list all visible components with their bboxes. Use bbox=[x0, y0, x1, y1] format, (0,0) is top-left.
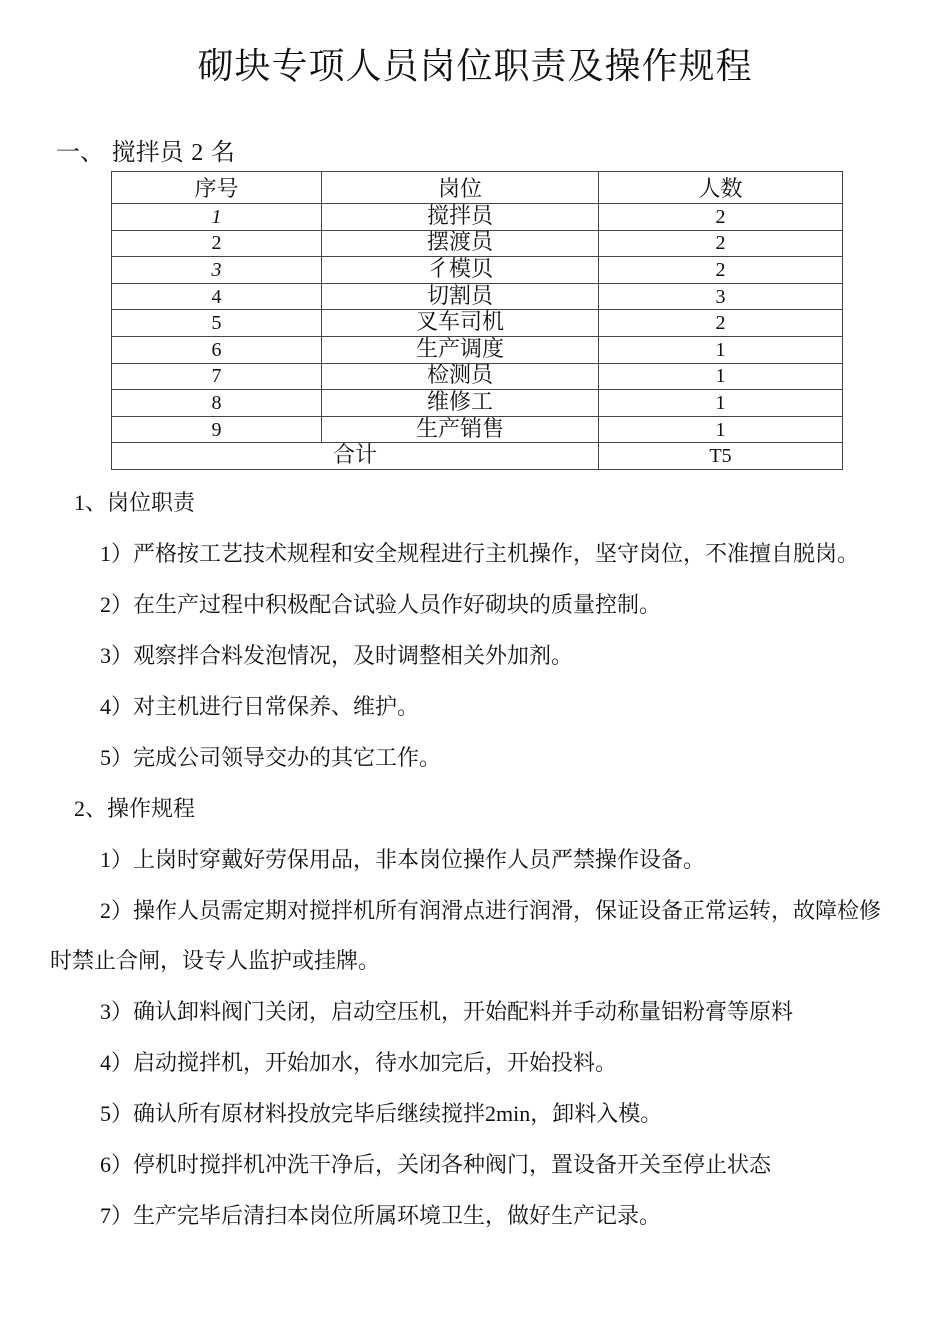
section-heading bbox=[56, 132, 235, 167]
procedures-heading bbox=[50, 784, 900, 835]
row-count: 2 bbox=[599, 204, 843, 231]
row-index: 7 bbox=[112, 363, 322, 390]
row-post: 彳模贝 bbox=[322, 257, 599, 284]
procedure-item-number: 4 bbox=[100, 1050, 111, 1075]
procedure-item-number: 2 bbox=[100, 898, 111, 923]
staff-table bbox=[111, 171, 843, 470]
duty-item bbox=[50, 733, 900, 784]
table-row bbox=[112, 416, 843, 443]
row-count: 2 bbox=[599, 310, 843, 337]
procedure-item-number: 7 bbox=[100, 1203, 111, 1228]
procedure-item bbox=[50, 835, 900, 886]
table-row bbox=[112, 257, 843, 284]
duties-heading-text: 、岗位职责 bbox=[85, 491, 196, 516]
body-text bbox=[50, 478, 900, 1242]
duty-item bbox=[50, 580, 900, 631]
row-count: 1 bbox=[599, 416, 843, 443]
procedure-item bbox=[50, 1038, 900, 1089]
row-index: 9 bbox=[112, 416, 322, 443]
header-index: 序号 bbox=[112, 172, 322, 204]
procedure-item bbox=[50, 886, 900, 987]
table-row bbox=[112, 230, 843, 257]
header-count: 人数 bbox=[599, 172, 843, 204]
total-value: T5 bbox=[599, 443, 843, 470]
row-index: 8 bbox=[112, 390, 322, 417]
table-row bbox=[112, 204, 843, 231]
procedure-item bbox=[50, 1191, 900, 1242]
row-index: 5 bbox=[112, 310, 322, 337]
row-count: 3 bbox=[599, 283, 843, 310]
procedure-item-text-end: ，卸料入模。 bbox=[530, 1102, 663, 1127]
row-index: 3 bbox=[112, 257, 322, 284]
duty-item-text: ）完成公司领导交办的其它工作。 bbox=[111, 746, 442, 771]
table-row bbox=[112, 283, 843, 310]
procedure-item-text: ）生产完毕后清扫本岗位所属环境卫生，做好生产记录。 bbox=[111, 1204, 662, 1229]
procedures-heading-text: 、操作规程 bbox=[85, 797, 196, 822]
row-post: 生产调度 bbox=[322, 336, 599, 363]
section-heading-unit: 名 bbox=[210, 138, 235, 166]
table-header-row bbox=[112, 172, 843, 204]
row-post: 切割员 bbox=[322, 283, 599, 310]
total-label: 合计 bbox=[112, 443, 599, 470]
section-heading-text: 搅拌员 bbox=[111, 138, 184, 166]
section-heading-count: 2 bbox=[191, 140, 204, 166]
procedure-item-number: 5 bbox=[100, 1101, 111, 1126]
procedure-item-text: ）停机时搅拌机冲洗干净后，关闭各种阀门，置设备开关至停止状态 bbox=[111, 1153, 772, 1178]
row-index: 1 bbox=[112, 204, 322, 231]
table-row bbox=[112, 363, 843, 390]
table-row bbox=[112, 310, 843, 337]
row-index: 4 bbox=[112, 283, 322, 310]
duty-item-number: 4 bbox=[100, 694, 111, 719]
header-post: 岗位 bbox=[322, 172, 599, 204]
row-post: 维修工 bbox=[322, 390, 599, 417]
duty-item-text: ）在生产过程中积极配合试验人员作好砌块的质量控制。 bbox=[111, 593, 662, 618]
procedure-item bbox=[50, 1140, 900, 1191]
row-index: 6 bbox=[112, 336, 322, 363]
procedure-item-number: 6 bbox=[100, 1152, 111, 1177]
row-post: 摆渡员 bbox=[322, 230, 599, 257]
procedure-item-number: 3 bbox=[100, 999, 111, 1024]
procedures-heading-number: 2 bbox=[74, 796, 85, 821]
duty-item-number: 2 bbox=[100, 592, 111, 617]
row-post: 检测员 bbox=[322, 363, 599, 390]
duty-item-text: ）严格按工艺技术规程和安全规程进行主机操作，坚守岗位，不准擅自脱岗。 bbox=[111, 542, 860, 567]
procedure-item-text: ）操作人员需定期对搅拌机所有润滑点进行润滑，保证设备正常运转，故障检修时禁止合闸，设专人监护或挂牌。 bbox=[50, 899, 882, 974]
procedure-item bbox=[50, 987, 900, 1038]
procedure-item bbox=[50, 1089, 900, 1140]
procedure-item-duration: 2min bbox=[485, 1101, 531, 1126]
row-post: 叉车司机 bbox=[322, 310, 599, 337]
procedure-item-number: 1 bbox=[100, 847, 111, 872]
duty-item bbox=[50, 631, 900, 682]
row-count: 1 bbox=[599, 336, 843, 363]
procedure-item-text: ）确认卸料阀门关闭，启动空压机，开始配料并手动称量铝粉膏等原料 bbox=[111, 1000, 794, 1025]
duty-item-number: 1 bbox=[100, 541, 111, 566]
row-count: 2 bbox=[599, 230, 843, 257]
row-post: 搅拌员 bbox=[322, 204, 599, 231]
procedure-item-text: ）上岗时穿戴好劳保用品，非本岗位操作人员严禁操作设备。 bbox=[111, 848, 706, 873]
duty-item bbox=[50, 682, 900, 733]
row-count: 1 bbox=[599, 390, 843, 417]
procedure-item-text: ）确认所有原材料投放完毕后继续搅拌 bbox=[111, 1102, 486, 1127]
row-post: 生产销售 bbox=[322, 416, 599, 443]
row-count: 2 bbox=[599, 257, 843, 284]
table-total-row bbox=[112, 443, 843, 470]
section-number: 一、 bbox=[56, 138, 104, 166]
duty-item-number: 5 bbox=[100, 745, 111, 770]
row-index: 2 bbox=[112, 230, 322, 257]
table-row bbox=[112, 390, 843, 417]
duties-heading bbox=[50, 478, 900, 529]
duty-item-number: 3 bbox=[100, 643, 111, 668]
duty-item-text: ）观察拌合料发泡情况，及时调整相关外加剂。 bbox=[111, 644, 574, 669]
page-title: 砌块专项人员岗位职责及操作规程 bbox=[197, 46, 753, 87]
duty-item-text: ）对主机进行日常保养、维护。 bbox=[111, 695, 420, 720]
procedure-item-text: ）启动搅拌机，开始加水，待水加完后，开始投料。 bbox=[111, 1051, 618, 1076]
duties-heading-number: 1 bbox=[74, 490, 85, 515]
duty-item bbox=[50, 529, 900, 580]
table-row bbox=[112, 336, 843, 363]
row-count: 1 bbox=[599, 363, 843, 390]
